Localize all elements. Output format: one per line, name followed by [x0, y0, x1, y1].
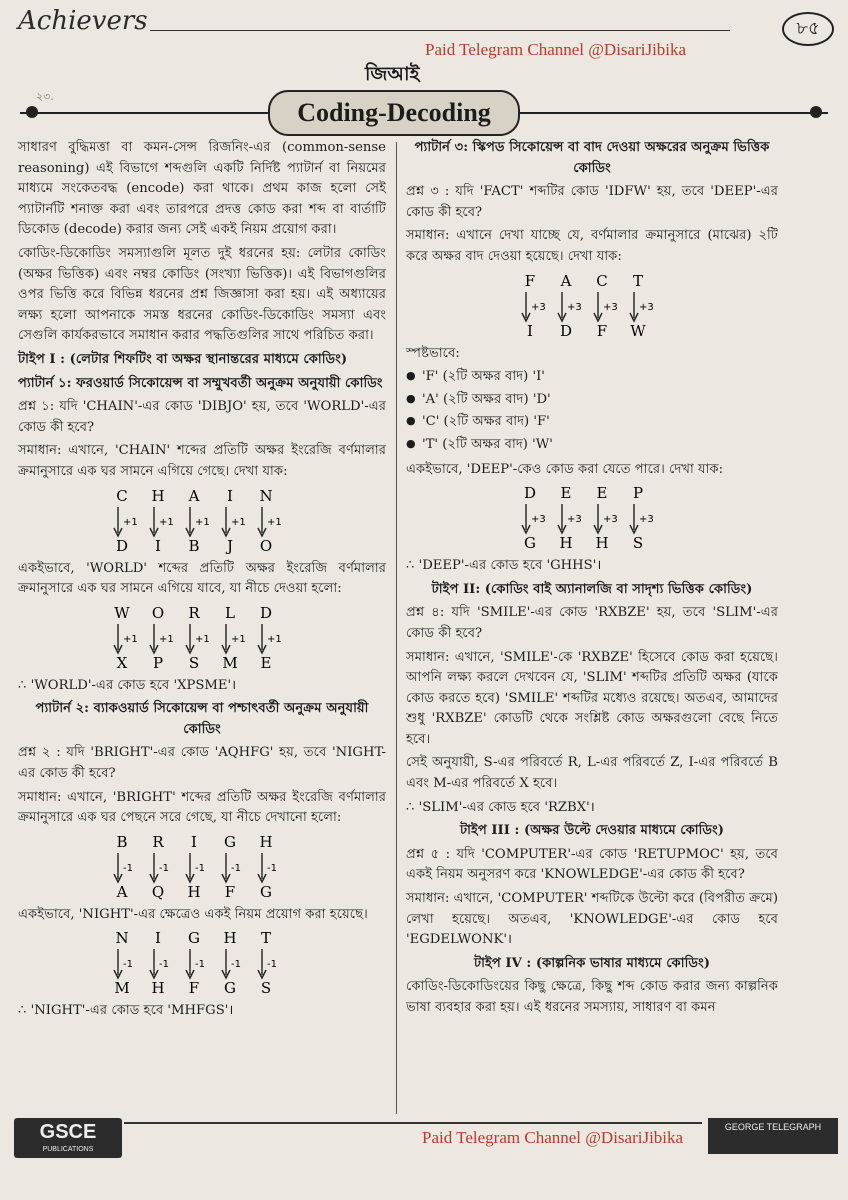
type-2-heading: টাইপ II: (কোডিং বাই অ্যানালজি বা সাদৃশ্য ভিত্তিক কোডিং) [431, 581, 753, 597]
answer-4: ∴ 'SLIM'-এর কোড হবে 'RZBX'। [406, 799, 595, 815]
coded-letter: I [527, 321, 533, 340]
shift-label: -1 [159, 959, 169, 971]
coded-letter: I [155, 536, 161, 555]
type-4-paragraph: কোডিং-ডিকোডিংয়ের কিছু ক্ষেত্রে, কিছু শব্দ কোড করার জন্য কাল্পনিক ভাষা ব্যবহার করা হয়। এই ধরনের সমস্যায়, সাধারণ বা কমন [406, 979, 778, 1015]
source-letter: H [223, 929, 237, 948]
source-letter: C [116, 486, 128, 505]
list-item: ● 'A' (২টি অক্ষর বাদ) 'D' [406, 390, 778, 411]
source-letter: N [259, 486, 273, 505]
shift-label: -1 [231, 862, 241, 874]
source-letter: I [155, 929, 161, 948]
source-letter: L [225, 603, 235, 622]
letter-shift-diagram [520, 272, 664, 340]
watermark-telegram-top: Paid Telegram Channel @DisariJibika [425, 40, 687, 59]
gsce-logo-sub: PUBLICATIONS [42, 1146, 94, 1153]
solution-2-continued: একইভাবে, 'NIGHT'-এর ক্ষেত্রেও একই নিয়ম প্রয়োগ করা হয়েছে। [18, 906, 368, 922]
coded-letter: M [114, 979, 130, 998]
coded-letter: G [260, 882, 272, 901]
source-letter: T [632, 271, 644, 290]
shift-label: -1 [159, 862, 169, 874]
coded-letter: H [187, 882, 201, 901]
shift-label: +3 [639, 301, 654, 313]
coded-letter: X [116, 653, 128, 672]
type-3-heading: টাইপ III : (অক্ষর উল্টে দেওয়ার মাধ্যমে কোডিং) [459, 823, 725, 839]
letter-shift-diagram [112, 833, 292, 901]
question-1: প্রশ্ন ১: যদি 'CHAIN'-এর কোড 'DIBJO' হয়, তবে 'WORLD'-এর কোড কী হবে? [18, 399, 386, 435]
shift-label: +3 [531, 514, 546, 526]
solution-5: সমাধান: এখানে, 'COMPUTER' শব্দটিকে উল্টো করে (বিপরীত ক্রমে) লেখা হয়েছে। অতএব, 'KNOWLEDGE'-এর কোড হবে 'EGDELWONK'। [406, 891, 778, 948]
coded-letter: S [260, 979, 272, 998]
question-3: প্রশ্ন ৩ : যদি 'FACT' শব্দটির কোড 'IDFW' হয়, তবে 'DEEP'-এর কোড কী হবে? [406, 184, 778, 220]
coded-letter: G [524, 534, 536, 553]
coded-letter: J [226, 536, 234, 555]
solution-1-continued: একইভাবে, 'WORLD' শব্দের প্রতিটি অক্ষর ইংরেজি বর্ণমালার ক্রমানুসারে এক ঘর সামনে এগিয়ে যাবে, যা নীচে দেওয়া হলো: [18, 560, 386, 597]
coded-letter: M [222, 653, 238, 672]
pattern-2-heading: প্যাটার্ন ২: ব্যাকওয়ার্ড সিকোয়েন্স বা পশ্চাৎবর্তী অনুক্রম অনুযায়ী কোডিং [35, 701, 369, 737]
coded-letter: S [188, 653, 200, 672]
source-letter: R [152, 832, 164, 851]
header-rule [150, 30, 730, 31]
coded-letter: O [259, 536, 273, 555]
source-letter: A [560, 271, 572, 290]
column-divider [396, 142, 397, 1114]
coded-letter: W [630, 321, 646, 340]
shift-label: +1 [159, 633, 174, 645]
question-4: প্রশ্ন ৪: যদি 'SMILE'-এর কোড 'RXBZE' হয়, তবে 'SLIM'-এর কোড কী হবে? [406, 605, 778, 641]
shift-label: -1 [195, 862, 205, 874]
diagram-bright [18, 833, 386, 901]
letter-shift-diagram [520, 484, 664, 552]
letter-shift-diagram [112, 487, 292, 555]
solution-2: সমাধান: এখানে, 'BRIGHT' শব্দের প্রতিটি অক্ষর ইংরেজি বর্ণমালার ক্রমানুসারে এক ঘর পেছনে সরে গেছে, যা নীচে দেখানো হলো: [18, 789, 386, 826]
shift-label: +1 [123, 516, 138, 528]
shift-label: +1 [231, 633, 246, 645]
coded-letter: F [224, 882, 236, 901]
source-letter: T [260, 929, 272, 948]
shift-label: +3 [567, 301, 582, 313]
source-letter: F [524, 271, 536, 290]
rule-dot-right [810, 106, 822, 118]
shift-label: -1 [123, 862, 133, 874]
george-telegraph-logo: GEORGE TELEGRAPH [708, 1118, 838, 1154]
source-letter: B [116, 832, 128, 851]
shift-label: +3 [603, 301, 618, 313]
shift-label: +3 [531, 301, 546, 313]
source-letter: P [632, 484, 644, 503]
answer-1: ∴ 'WORLD'-এর কোড হবে 'XPSME'। [18, 677, 237, 693]
left-column [18, 138, 386, 1025]
gsce-logo-text: GSCE [39, 1121, 97, 1143]
shift-label: +1 [195, 633, 210, 645]
solution-3-continued: একইভাবে, 'DEEP'-কেও কোড করা যেতে পারে। দেখা যাক: [406, 461, 724, 477]
right-column [406, 138, 778, 1022]
intro-paragraph-1: সাধারণ বুদ্ধিমত্তা বা কমন-সেন্স রিজনিং-এর (common-sense reasoning) এই বিভাগে শব্দগুলি একটি নির্দিষ্ট প্যাটার্ন বা নিয়মের মাধ্যমে সংকেতবদ্ধ (encode) করা থাকে। প্রথম কাজ হলো সেই প্যাটার্নটি শনাক্ত করা এবং তারপরে প্রদত্ত কোড করা শব্দ বা বার্তাটি ডিকোড (decode) করার জন্য সেই একই নিয়ম প্রয়োগ করা। [18, 140, 386, 238]
coded-letter: D [559, 321, 573, 340]
source-letter: C [596, 271, 608, 290]
source-letter: W [114, 603, 130, 622]
coded-letter: H [559, 534, 573, 553]
answer-2: ∴ 'NIGHT'-এর কোড হবে 'MHFGS'। [18, 1003, 234, 1019]
coded-letter: D [115, 536, 129, 555]
list-item: ● 'C' (২টি অক্ষর বাদ) 'F' [406, 412, 778, 433]
coded-letter: S [632, 534, 644, 553]
coded-letter: E [260, 653, 272, 672]
answer-3: ∴ 'DEEP'-এর কোড হবে 'GHHS'। [406, 558, 602, 574]
source-letter: G [188, 929, 200, 948]
diagram-deep [406, 484, 778, 552]
shift-label: +1 [195, 516, 210, 528]
question-2: প্রশ্ন ২ : যদি 'BRIGHT'-এর কোড 'AQHFG' হয়, তবে 'NIGHT-এর কোড কী হবে? [18, 745, 386, 782]
brand-logo: Achievers [18, 6, 148, 36]
shift-label: +3 [639, 514, 654, 526]
pattern-1-heading: প্যাটার্ন ১: ফরওয়ার্ড সিকোয়েন্স বা সম্মুখবর্তী অনুক্রম অনুযায়ী কোডিং [18, 375, 383, 391]
type-4-heading: টাইপ IV : (কাল্পনিক ভাষার মাধ্যমে কোডিং) [474, 955, 710, 971]
diagram-chain [18, 487, 386, 555]
shift-label: +1 [159, 516, 174, 528]
coded-letter: F [188, 979, 200, 998]
shift-label: +3 [603, 514, 618, 526]
diagram-world [18, 604, 386, 672]
source-letter: E [596, 484, 608, 503]
coded-letter: A [116, 882, 128, 901]
source-letter: A [188, 486, 200, 505]
coded-letter: H [151, 979, 165, 998]
source-letter: D [523, 484, 537, 503]
coded-letter: P [152, 653, 164, 672]
shift-label: +1 [267, 516, 282, 528]
list-item: ● 'F' (২টি অক্ষর বাদ) 'I' [406, 367, 778, 388]
solution-4: সমাধান: এখানে, 'SMILE'-কে 'RXBZE' হিসেবে কোড করা হয়েছে। আপনি লক্ষ্য করলে দেখবেন যে, 'SLIM' শব্দটির প্রতিটি অক্ষর (যাকে কোড করতে হবে) 'SMILE' শব্দটির মধ্যেও রয়েছে। অতএব, আমাদের শুধু 'RXBZE' কোডটি থেকে সংশ্লিষ্ট কোড অক্ষরগুলো বেছে নিতে হবে। [406, 649, 778, 747]
source-letter: G [224, 832, 236, 851]
shift-label: -1 [231, 959, 241, 971]
coded-letter: F [596, 321, 608, 340]
shift-label: +3 [567, 514, 582, 526]
question-5: প্রশ্ন ৫ : যদি 'COMPUTER'-এর কোড 'RETUPMOC' হয়, তবে একই নিয়ম অনুসরণ করে 'KNOWLEDGE'-এর কোড কী হবে? [406, 846, 778, 883]
shift-label: -1 [267, 862, 277, 874]
margin-mark: ২৩. [36, 90, 54, 103]
source-letter: O [151, 603, 165, 622]
source-letter: H [151, 486, 165, 505]
shift-label: +1 [267, 633, 282, 645]
shift-label: -1 [195, 959, 205, 971]
source-letter: I [191, 832, 197, 851]
solution-1: সমাধান: এখানে, 'CHAIN' শব্দের প্রতিটি অক্ষর ইংরেজি বর্ণমালার ক্রমানুসারে এক ঘর সামনে এগিয়ে গেছে। দেখা যাক: [18, 443, 386, 479]
subject-heading: জিআই [365, 63, 420, 85]
gsce-logo [14, 1118, 122, 1158]
source-letter: I [227, 486, 233, 505]
chapter-title: Coding-Decoding [268, 90, 520, 136]
source-letter: E [560, 484, 572, 503]
page-number: ৮৫ [782, 12, 834, 46]
type-1-heading: টাইপ I : (লেটার শিফটিং বা অক্ষর স্থানান্তরের মাধ্যমে কোডিং) [18, 351, 348, 367]
coded-letter: H [595, 534, 609, 553]
shift-label: -1 [267, 959, 277, 971]
solution-3: সমাধান: এখানে দেখা যাচ্ছে যে, বর্ণমালার ক্রমানুসারে (মাঝের) ২টি করে অক্ষর বাদ দেওয়া হয়েছে। দেখা যাক: [406, 228, 778, 264]
coded-letter: G [224, 979, 236, 998]
source-letter: H [259, 832, 273, 851]
clear-label: স্পষ্টভাবে: [406, 345, 460, 361]
watermark-telegram-bottom: Paid Telegram Channel @DisariJibika [422, 1128, 684, 1147]
pattern-3-heading: প্যাটার্ন ৩: স্কিপড সিকোয়েন্স বা বাদ দেওয়া অক্ষরের অনুক্রম ভিত্তিক কোডিং [414, 140, 770, 176]
letter-shift-diagram [112, 604, 292, 672]
solution-4-continued: সেই অনুযায়ী, S-এর পরিবর্তে R, L-এর পরিবর্তে Z, I-এর পরিবর্তে B এবং M-এর পরিবর্তে X হবে। [406, 755, 778, 792]
source-letter: R [188, 603, 200, 622]
diagram-fact [406, 272, 778, 340]
coded-letter: Q [151, 882, 165, 901]
shift-label: +1 [231, 516, 246, 528]
source-letter: D [259, 603, 273, 622]
diagram-night [18, 929, 386, 997]
shift-label: -1 [123, 959, 133, 971]
coded-letter: B [188, 536, 200, 555]
shift-label: +1 [123, 633, 138, 645]
footer-rule [124, 1122, 702, 1124]
intro-paragraph-2: কোডিং-ডিকোডিং সমস্যাগুলি মূলত দুই ধরনের হয়: লেটার কোডিং (অক্ষর ভিত্তিক) এবং নম্বর কোডিং (সংখ্যা ভিত্তিক)। এই বিভাগগুলির ওপর ভিত্তি করে বিভিন্ন ধরনের প্রশ্ন জিজ্ঞাসা করা হয়। এই অধ্যায়ের লক্ষ্য হলো আপনাকে সমস্ত ধরনের কোডিং-ডিকোডিং সমস্যা এবং সেগুলি কার্যকরভাবে সমাধান করার পদ্ধতিগুলির সাথে পরিচিত করা। [18, 245, 386, 344]
rule-dot-left [26, 106, 38, 118]
source-letter: N [115, 929, 129, 948]
letter-shift-diagram [112, 929, 292, 997]
skip-bullet-list [406, 367, 778, 455]
list-item: ● 'T' (২টি অক্ষর বাদ) 'W' [406, 435, 778, 456]
